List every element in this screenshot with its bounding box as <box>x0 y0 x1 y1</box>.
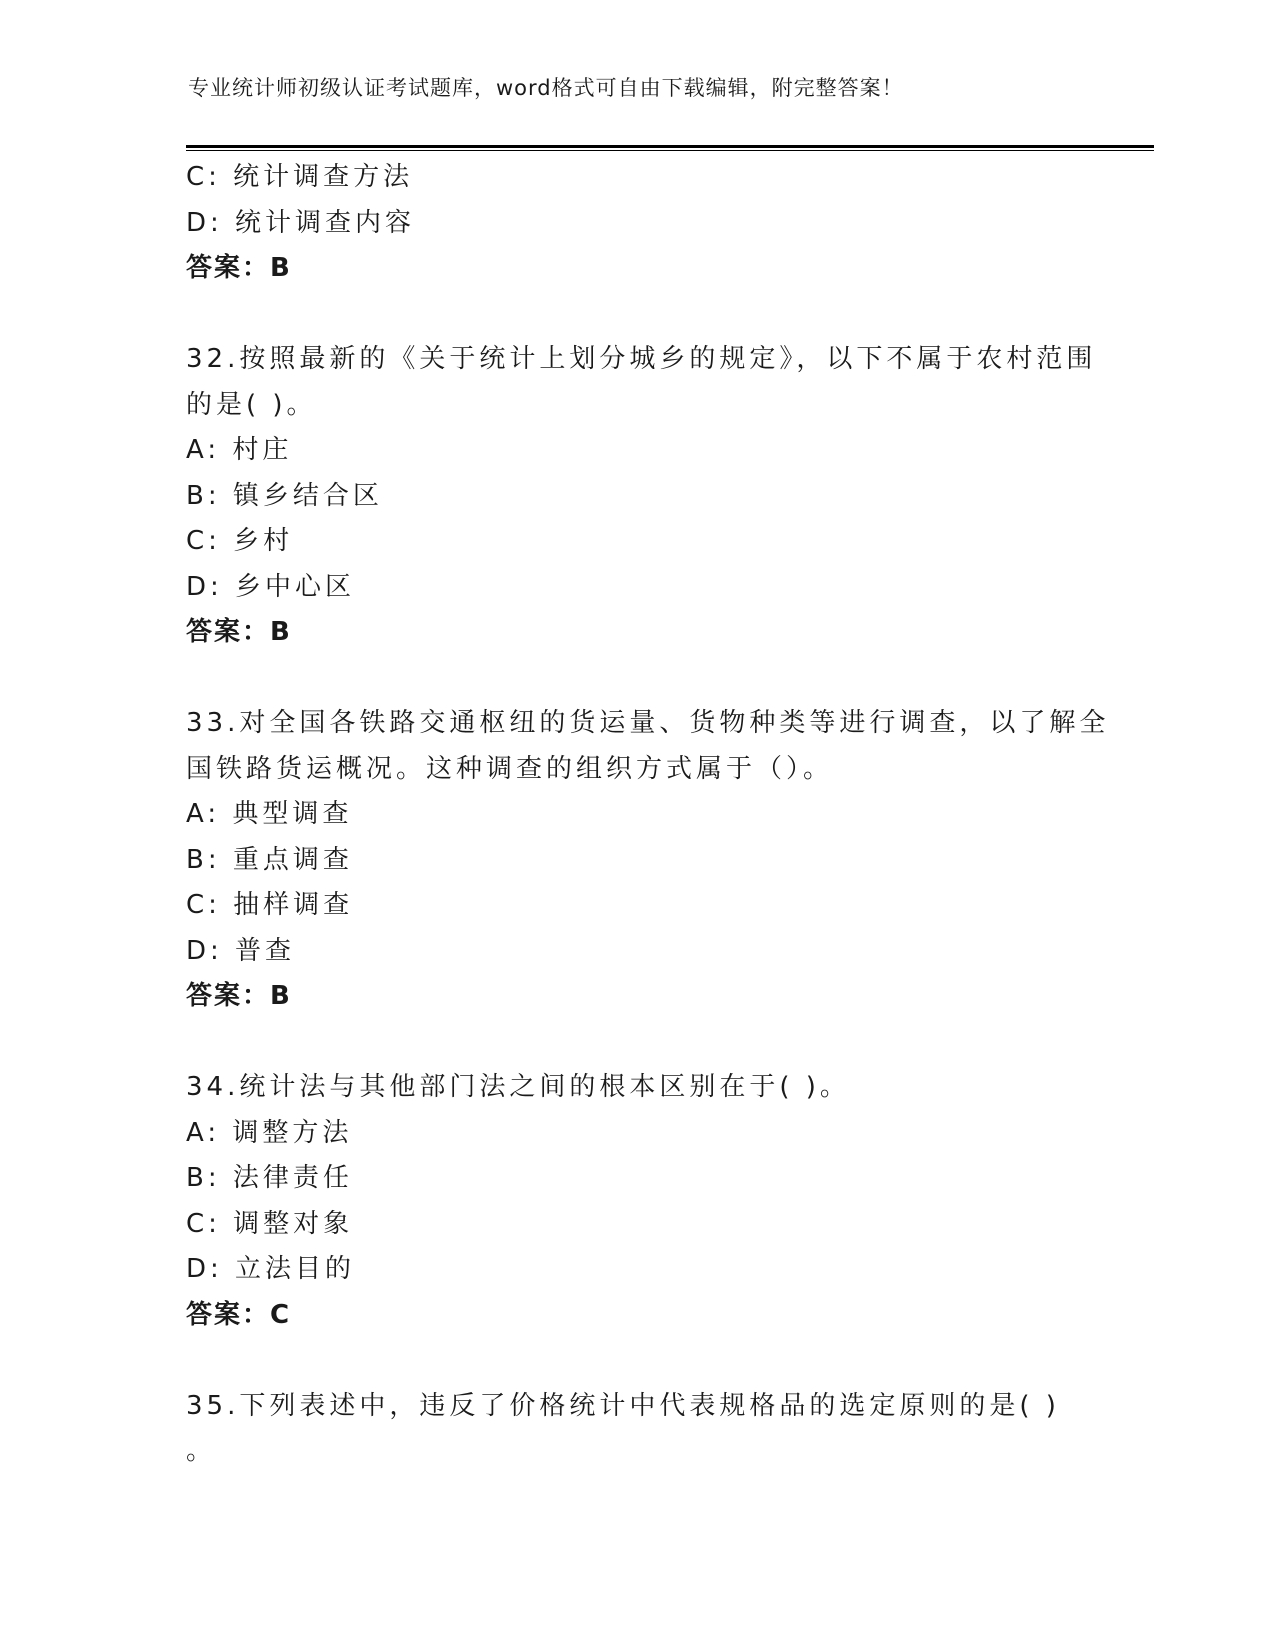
answer: 答案：B <box>186 617 292 647</box>
option-b: B: 重点调查 <box>186 844 353 875</box>
spacer <box>186 656 1086 702</box>
question-stem-line: 33.对全国各铁路交通枢纽的货运量、货物种类等进行调查，以了解全 <box>186 708 1110 738</box>
option-c: C: 乡村 <box>186 526 294 556</box>
option-d: D: 乡中心区 <box>186 571 356 602</box>
header-rule-thin <box>186 150 1154 151</box>
question-stem-line: 的是( )。 <box>186 389 317 420</box>
option-c: C: 抽样调查 <box>186 890 354 920</box>
question-31 <box>186 155 1086 292</box>
question-33 <box>186 701 1110 1020</box>
spacer <box>186 1338 1086 1384</box>
spacer <box>186 292 1086 338</box>
question-stem-line: 34.统计法与其他部门法之间的根本区别在于( )。 <box>186 1072 850 1102</box>
question-stem-line: 35.下列表述中，违反了价格统计中代表规格品的选定原则的是( ) <box>186 1390 1060 1421</box>
answer: 答案：B <box>186 253 292 283</box>
question-stem-line: 国铁路货运概况。这种调查的组织方式属于（）。 <box>186 753 834 784</box>
option-b: B: 法律责任 <box>186 1163 353 1193</box>
option-a: A: 村庄 <box>186 435 293 465</box>
option-c: C: 调整对象 <box>186 1208 354 1239</box>
option-a: A: 调整方法 <box>186 1117 353 1148</box>
answer: 答案：C <box>186 1299 292 1330</box>
question-35 <box>186 1384 1086 1475</box>
option-a: A: 典型调查 <box>186 799 353 829</box>
option-d: D: 普查 <box>186 935 296 966</box>
header-rule-thick <box>186 145 1154 148</box>
option-b: B: 镇乡结合区 <box>186 480 383 511</box>
option-d: D: 立法目的 <box>186 1254 356 1284</box>
option-d: D: 统计调查内容 <box>186 207 416 238</box>
question-stem-line: 。 <box>186 1436 217 1466</box>
question-content <box>186 155 1110 1475</box>
question-stem-line: 32.按照最新的《关于统计上划分城乡的规定》，以下不属于农村范围 <box>186 344 1097 374</box>
question-32 <box>186 337 1097 656</box>
spacer <box>186 1020 1086 1066</box>
page-header: 专业统计师初级认证考试题库，word格式可自由下载编辑，附完整答案！ <box>188 76 904 100</box>
question-34 <box>186 1065 1086 1338</box>
option-c: C: 统计调查方法 <box>186 162 414 192</box>
answer: 答案：B <box>186 981 292 1011</box>
